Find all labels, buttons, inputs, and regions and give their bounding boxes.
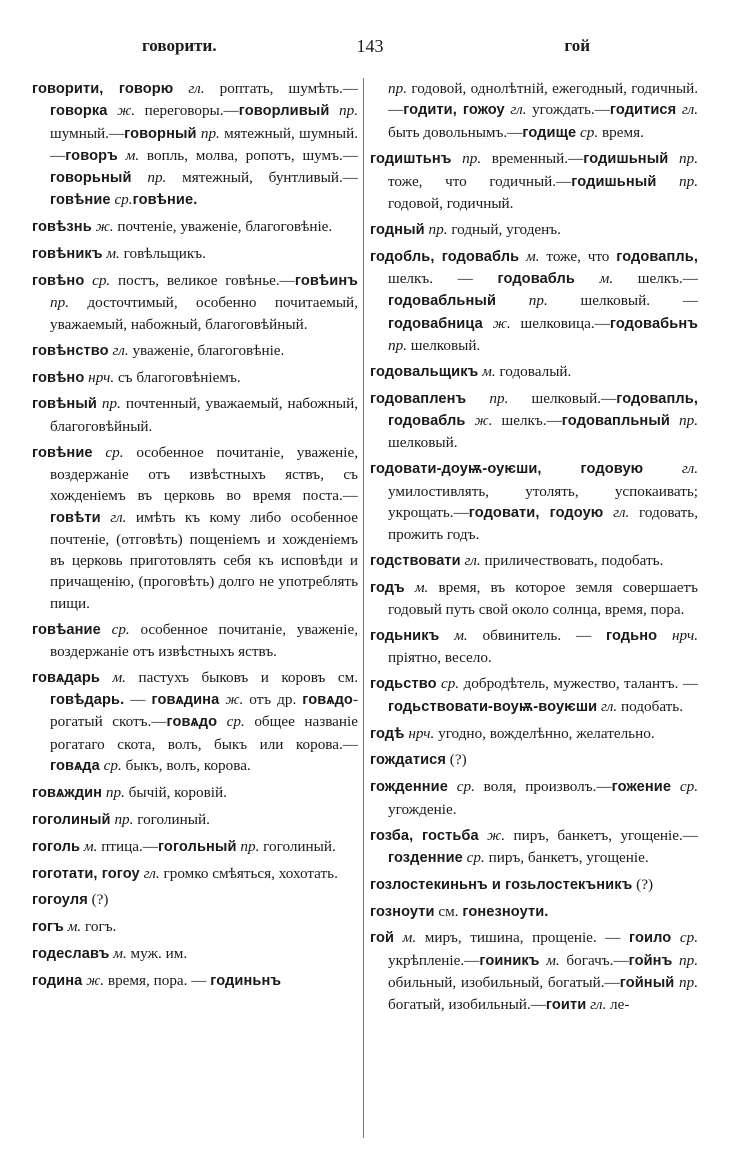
grammar-label: м.: [526, 247, 540, 265]
dictionary-entry: [32, 270, 358, 335]
definition-text: пиръ, банкетъ, угощеніе.: [484, 848, 649, 866]
definition-text: [575, 270, 600, 287]
grammar-label: ж.: [492, 314, 511, 332]
definition-text: [394, 929, 403, 946]
definition-text: общее названіе рогатаго скота, волъ, быкъ или корова.—: [50, 713, 358, 753]
grammar-label: нрч.: [672, 627, 698, 645]
definition-text: обильный, изобильный, богатый.—: [388, 974, 620, 992]
definition-text: [668, 150, 679, 167]
headword: говорливый: [238, 103, 330, 120]
dictionary-entry: [370, 673, 698, 718]
headword: гоити: [545, 997, 587, 1014]
headword: годовати-доуѭ-оуѥши, годовую: [370, 461, 644, 478]
headword: говѣние: [50, 192, 111, 209]
headword: гогольный: [157, 838, 237, 855]
definition-text: шелкъ.—: [492, 412, 562, 430]
headword: гойный: [619, 975, 675, 992]
definition-text: шелковый.: [388, 434, 458, 452]
definition-text: богатый, изобильный.—: [388, 996, 546, 1014]
grammar-label: пр.: [388, 80, 407, 97]
definition-text: почтеніе, уваженіе, благоговѣніе.: [113, 218, 333, 236]
definition-text: уваженіе, благоговѣніе.: [128, 341, 285, 359]
definition-text: (?): [446, 751, 467, 769]
grammar-label: гл.: [510, 101, 527, 119]
definition-text: шелковица.—: [510, 314, 610, 332]
headword: гоиникъ: [479, 952, 540, 969]
dictionary-entry: [370, 78, 698, 144]
grammar-label: пр.: [101, 395, 121, 413]
headword: годовапльный: [561, 413, 670, 430]
headword: годитися: [609, 102, 677, 119]
definition-text: годовалый.: [495, 362, 572, 380]
page-number: 143: [356, 36, 384, 56]
dictionary-entry: [32, 943, 358, 965]
definition-text: гогъ.: [81, 918, 117, 936]
definition-text: отъ др.: [243, 691, 303, 709]
definition-text: почтенный, уважаемый, набожный, благоговѣйный.: [50, 395, 358, 435]
definition-text: см.: [434, 902, 463, 920]
grammar-label: м.: [83, 837, 98, 855]
definition-text: съ благоговѣніемъ.: [114, 368, 241, 386]
grammar-label: гл.: [681, 101, 698, 119]
dictionary-entry: [370, 927, 698, 1016]
grammar-label: пр.: [679, 150, 698, 168]
definition-text: птица.—: [97, 837, 158, 855]
headword: годовапль, годовабль: [388, 390, 698, 430]
definition-text: постъ, великое говѣнье.—: [110, 272, 295, 290]
definition-text: тоже, что: [539, 247, 617, 265]
dictionary-entry: [32, 393, 358, 437]
headword: говѣникъ: [32, 246, 103, 263]
dictionary-entry: [32, 340, 358, 362]
definition-text: быть довольнымъ.—: [388, 123, 523, 141]
dictionary-entry: [370, 723, 698, 745]
grammar-label: пр.: [489, 389, 509, 407]
grammar-label: ср.: [580, 123, 599, 141]
definition-text: время.: [598, 123, 644, 141]
definition-text: [479, 827, 487, 844]
dictionary-entry: [32, 667, 358, 777]
grammar-label: гл.: [601, 697, 618, 715]
headword: годовати, годоую: [468, 504, 604, 521]
dictionary-entry: [370, 388, 698, 454]
definition-text: [483, 315, 493, 332]
headword: годишьный: [571, 173, 657, 190]
definition-text: [448, 778, 457, 795]
headword: гоголиный: [32, 811, 111, 828]
definition-text: (?): [87, 891, 109, 909]
headword: говорьный: [50, 170, 132, 187]
dictionary-entry: [32, 836, 358, 858]
definition-text: [405, 579, 415, 596]
dictionary-entry: [370, 577, 698, 621]
headword: говѣинъ: [294, 273, 358, 290]
grammar-label: пр.: [528, 292, 548, 310]
grammar-label: пр.: [679, 172, 698, 190]
headword: годьно: [605, 628, 658, 645]
definition-text: [329, 102, 339, 119]
grammar-label: пр.: [462, 150, 482, 168]
grammar-label: м.: [106, 245, 120, 263]
definition-text: [657, 627, 672, 644]
grammar-label: пр.: [679, 412, 698, 430]
headword: гонезноути.: [462, 903, 549, 920]
header-right-word: гой: [564, 36, 590, 55]
headword: гозноути: [370, 903, 435, 920]
grammar-label: ср.: [111, 620, 130, 638]
grammar-label: ср.: [92, 272, 111, 290]
grammar-label: пр.: [200, 124, 220, 142]
definition-text: [656, 173, 679, 190]
definition-text: укрѣпленіе.—: [388, 951, 480, 969]
definition-text: воля, произволъ.—: [474, 778, 612, 796]
headword: говѣние: [32, 444, 93, 461]
grammar-label: ж.: [95, 218, 114, 236]
dictionary-entry: [32, 619, 358, 663]
definition-text: ле-: [606, 996, 630, 1014]
headword: говѣние.: [132, 192, 198, 209]
definition-text: годный, угоденъ.: [447, 220, 561, 238]
definition-text: [451, 150, 462, 167]
definition-text: [118, 147, 126, 164]
definition-text: тоже, что годичный.—: [388, 172, 572, 190]
headword: говѣнство: [32, 342, 109, 359]
headword: говѧдо: [302, 692, 353, 709]
headword: годиньнъ: [210, 973, 282, 990]
dictionary-entry: [32, 243, 358, 265]
headword: гогъ: [32, 919, 64, 936]
headword: година: [32, 973, 83, 990]
definition-text: [108, 102, 118, 119]
definition-text: добродѣтель, мужество, талантъ. —: [459, 675, 698, 693]
headword: годьство: [370, 676, 437, 693]
dictionary-entry: [32, 216, 358, 238]
headword: гозденние: [388, 849, 463, 866]
definition-text: временный.—: [481, 150, 584, 168]
headword: говѧдарь: [32, 669, 100, 686]
dictionary-entry: [370, 550, 698, 572]
definition-text: умилостивлять, утолять, успокаивать; укрощать.—: [388, 482, 698, 521]
definition-text: богачъ.—: [559, 951, 629, 969]
grammar-label: ж.: [86, 972, 105, 990]
headword: гоголь: [32, 838, 81, 855]
definition-text: имѣть къ кому либо особенное почтеніе, (отговѣть) пощеніемъ и хожденіемъ въ церковь приготовлять себя къ исповѣди и причащенію, (проговѣть) долго не употреблять пищи.: [50, 508, 358, 612]
definition-text: шелковый.: [406, 337, 481, 355]
headword: говѣание: [32, 621, 101, 638]
definition-text: подобать.: [617, 697, 684, 715]
headword: говѧдина: [151, 692, 220, 709]
grammar-label: ср.: [456, 778, 475, 796]
headword: говѧждин: [32, 784, 103, 801]
definition-text: пріятно, весело.: [388, 649, 492, 667]
definition-text: —: [124, 691, 152, 709]
grammar-label: м.: [67, 918, 82, 936]
definition-text: досточтимый, особенно почитаемый, уважаемый, набожный, благоговѣйный.: [50, 294, 358, 333]
dictionary-entry: [32, 889, 358, 911]
headword: гождатися: [370, 752, 446, 769]
headword: годище: [522, 124, 577, 141]
dictionary-entry: [32, 809, 358, 831]
definition-text: [643, 460, 682, 477]
headword: годьствовати-воуѭ-воуѥши: [388, 698, 598, 715]
grammar-label: ср.: [679, 778, 698, 796]
headword: годовабльный: [388, 293, 497, 310]
grammar-label: ср.: [105, 443, 124, 461]
headword: годствовати: [370, 553, 461, 570]
grammar-label: гл.: [110, 508, 127, 526]
headword: годъ: [370, 579, 405, 596]
headword: говорити, говорю: [32, 81, 174, 97]
definition-text: угожденіе.: [388, 800, 457, 818]
grammar-label: ср.: [441, 675, 460, 693]
grammar-label: гл.: [188, 80, 205, 97]
grammar-label: ср.: [103, 756, 122, 774]
definition-text: [465, 412, 474, 429]
definition-text: [100, 669, 113, 686]
dictionary-entry: [32, 367, 358, 389]
headword: говорный: [124, 125, 197, 142]
definition-text: годовой, однолѣтній, ежегодный, годичный.—: [388, 80, 698, 119]
definition-text: [670, 412, 679, 429]
grammar-label: гл.: [143, 864, 160, 882]
definition-text: угождать.—: [526, 101, 610, 119]
definition-text: [672, 952, 679, 969]
definition-text: шелковый. —: [547, 292, 698, 310]
definition-text: [93, 444, 106, 461]
definition-text: миръ, тишина, прощеніе. —: [416, 929, 630, 947]
definition-text: [101, 621, 112, 638]
definition-text: [84, 272, 92, 289]
grammar-label: ср.: [226, 713, 245, 731]
definition-text: [671, 778, 680, 795]
definition-text: пастухъ быковъ и коровъ см.: [125, 668, 358, 686]
grammar-label: пр.: [388, 337, 407, 355]
headword: говѣти: [50, 509, 101, 526]
headword: гожение: [611, 779, 672, 796]
headword: годьникъ: [370, 628, 440, 645]
grammar-label: пр.: [50, 294, 69, 312]
definition-text: переговоры.—: [135, 102, 239, 120]
headword: годовабьнъ: [609, 315, 698, 332]
definition-text: говѣльщикъ.: [119, 245, 206, 263]
headword: годобль, годовабль: [370, 248, 520, 265]
dictionary-entry: [370, 825, 698, 870]
definition-text: [439, 627, 454, 644]
grammar-label: гл.: [681, 460, 698, 478]
dictionary-entry: [370, 874, 698, 896]
grammar-label: пр.: [679, 951, 698, 969]
grammar-label: м.: [402, 929, 417, 947]
grammar-label: м.: [414, 578, 429, 596]
definition-text: [173, 80, 188, 97]
left-column: [32, 78, 358, 1138]
definition-text: вопль, молва, ропотъ, шумъ.—: [139, 146, 358, 164]
grammar-label: ж.: [225, 691, 244, 709]
definition-text: [603, 504, 613, 521]
definition-text: приличествовать, подобать.: [480, 552, 664, 570]
definition-text: [496, 292, 529, 309]
dictionary-entry: [32, 782, 358, 804]
headword: гоило: [629, 930, 672, 947]
definition-text: мятежный, бунтливый.—: [166, 169, 358, 187]
definition-text: [466, 390, 489, 407]
definition-text: угодно, вожделѣнно, желательно.: [434, 724, 655, 742]
definition-text: (?): [632, 875, 653, 893]
definition-text: мятежный, шумный.—: [50, 124, 358, 164]
headword: говорка: [50, 103, 108, 120]
headword: годишьный: [583, 151, 669, 168]
headword: годовальщикъ: [370, 363, 479, 380]
dictionary-entry: [370, 749, 698, 771]
definition-text: время, пора. —: [104, 972, 211, 990]
headword: говѣдарь.: [50, 692, 125, 709]
headword: годѣ: [370, 725, 405, 742]
definition-text: бычій, коровій.: [124, 783, 227, 801]
dictionary-entry: [370, 901, 698, 923]
dictionary-entry: [370, 625, 698, 669]
definition-text: шелкъ.—: [613, 270, 698, 288]
dictionary-entry: [370, 148, 698, 214]
headword: годовапленъ: [370, 390, 467, 407]
definition-text: шелкъ. —: [388, 270, 498, 288]
dictionary-entry: [32, 970, 358, 992]
dictionary-entry: [370, 246, 698, 356]
definition-text: муж. им.: [126, 945, 188, 963]
dictionary-entry: [370, 219, 698, 241]
dictionary-entry: [32, 863, 358, 885]
grammar-label: гл.: [112, 341, 129, 359]
grammar-label: м.: [112, 668, 126, 686]
grammar-label: нрч.: [408, 724, 435, 742]
definition-text: -рогатый скотъ.—: [50, 691, 358, 731]
grammar-label: пр.: [428, 220, 448, 238]
headword: говѣный: [32, 396, 97, 413]
grammar-label: ср.: [466, 848, 485, 866]
definition-text: роптать, шумѣть.—: [204, 80, 358, 97]
grammar-label: м.: [454, 627, 468, 645]
definition-text: гоголиный.: [133, 810, 210, 828]
definition-text: [217, 713, 227, 730]
grammar-label: м.: [482, 362, 496, 380]
grammar-label: нрч.: [88, 368, 115, 386]
dictionary-entry: [32, 916, 358, 938]
definition-text: [671, 929, 680, 946]
grammar-label: гл.: [613, 503, 630, 521]
headword: говоръ: [65, 147, 118, 164]
grammar-label: м.: [113, 945, 127, 963]
grammar-label: м.: [599, 270, 614, 288]
definition-text: особенное почитаніе, уваженіе, воздержаніе отъ извѣстныхъ яствъ.: [50, 620, 358, 660]
definition-text: быкъ, волъ, корова.: [121, 756, 251, 774]
headword: годовабница: [388, 315, 483, 332]
grammar-label: ж.: [487, 826, 506, 844]
headword: говѧдо: [166, 714, 218, 731]
definition-text: гоголиный.: [259, 837, 336, 855]
headword: годити, гожоу: [403, 102, 505, 119]
headword: гойнъ: [628, 952, 673, 969]
grammar-label: гл.: [464, 552, 481, 570]
grammar-label: пр.: [339, 102, 358, 120]
definition-text: шумный.—: [50, 124, 125, 142]
column-divider: [363, 78, 364, 1138]
grammar-label: ж.: [117, 102, 136, 120]
grammar-label: ж.: [474, 412, 493, 430]
definition-text: обвинитель. —: [467, 627, 606, 645]
definition-text: громко смѣяться, хохотать.: [159, 864, 338, 882]
headword: говѣзнь: [32, 219, 92, 236]
headword: годовабль: [497, 271, 575, 288]
headword: гожденние: [370, 779, 448, 796]
grammar-label: пр.: [105, 783, 125, 801]
headword: годиштьнъ: [370, 151, 452, 168]
dictionary-entry: [32, 78, 358, 212]
dictionary-entry: [370, 458, 698, 545]
right-column: [370, 78, 698, 1138]
grammar-label: м.: [125, 146, 140, 164]
definition-text: пиръ, банкетъ, угощеніе.—: [505, 826, 698, 844]
grammar-label: пр.: [114, 810, 134, 828]
grammar-label: пр.: [679, 974, 698, 992]
definition-text: [132, 169, 148, 186]
headword: говѣно: [32, 369, 85, 386]
headword: гогоуля: [32, 892, 88, 909]
headword: годеславъ: [32, 946, 110, 963]
grammar-label: пр.: [240, 837, 260, 855]
definition-text: особенное почитаніе, уваженіе, воздержаніе отъ извѣстныхъ яствъ, съ хожденіемъ въ церковь во время поста.—: [50, 443, 358, 505]
dictionary-entry: [32, 442, 358, 614]
grammar-label: ср.: [114, 191, 133, 209]
headword: гозба, гостьба: [370, 827, 479, 844]
headword: годный: [370, 221, 425, 238]
definition-text: шелковый.—: [508, 389, 617, 407]
header-left-word: говорити.: [142, 36, 217, 55]
headword: гой: [370, 930, 395, 947]
dictionary-entry: [370, 361, 698, 383]
grammar-label: м.: [546, 951, 560, 969]
definition-text: годовой, годичный.: [388, 195, 514, 213]
definition-text: годовать, прожить годъ.: [388, 503, 698, 544]
grammar-label: ср.: [679, 929, 698, 947]
headword: годовапль,: [616, 248, 698, 265]
headword: гоготати, гогоу: [32, 865, 140, 882]
running-header: [30, 36, 710, 64]
headword: говѣно: [32, 273, 85, 290]
dictionary-entry: [370, 776, 698, 820]
headword: говѧда: [50, 757, 100, 774]
grammar-label: пр.: [147, 169, 167, 187]
definition-text: время, въ которое земля совершаетъ годовый путь свой около солнца, время, пора.: [388, 578, 698, 619]
headword: гозлостекиньнъ и гозьлостекъникъ: [370, 876, 633, 893]
definition-text: [101, 509, 110, 526]
grammar-label: гл.: [590, 996, 607, 1014]
